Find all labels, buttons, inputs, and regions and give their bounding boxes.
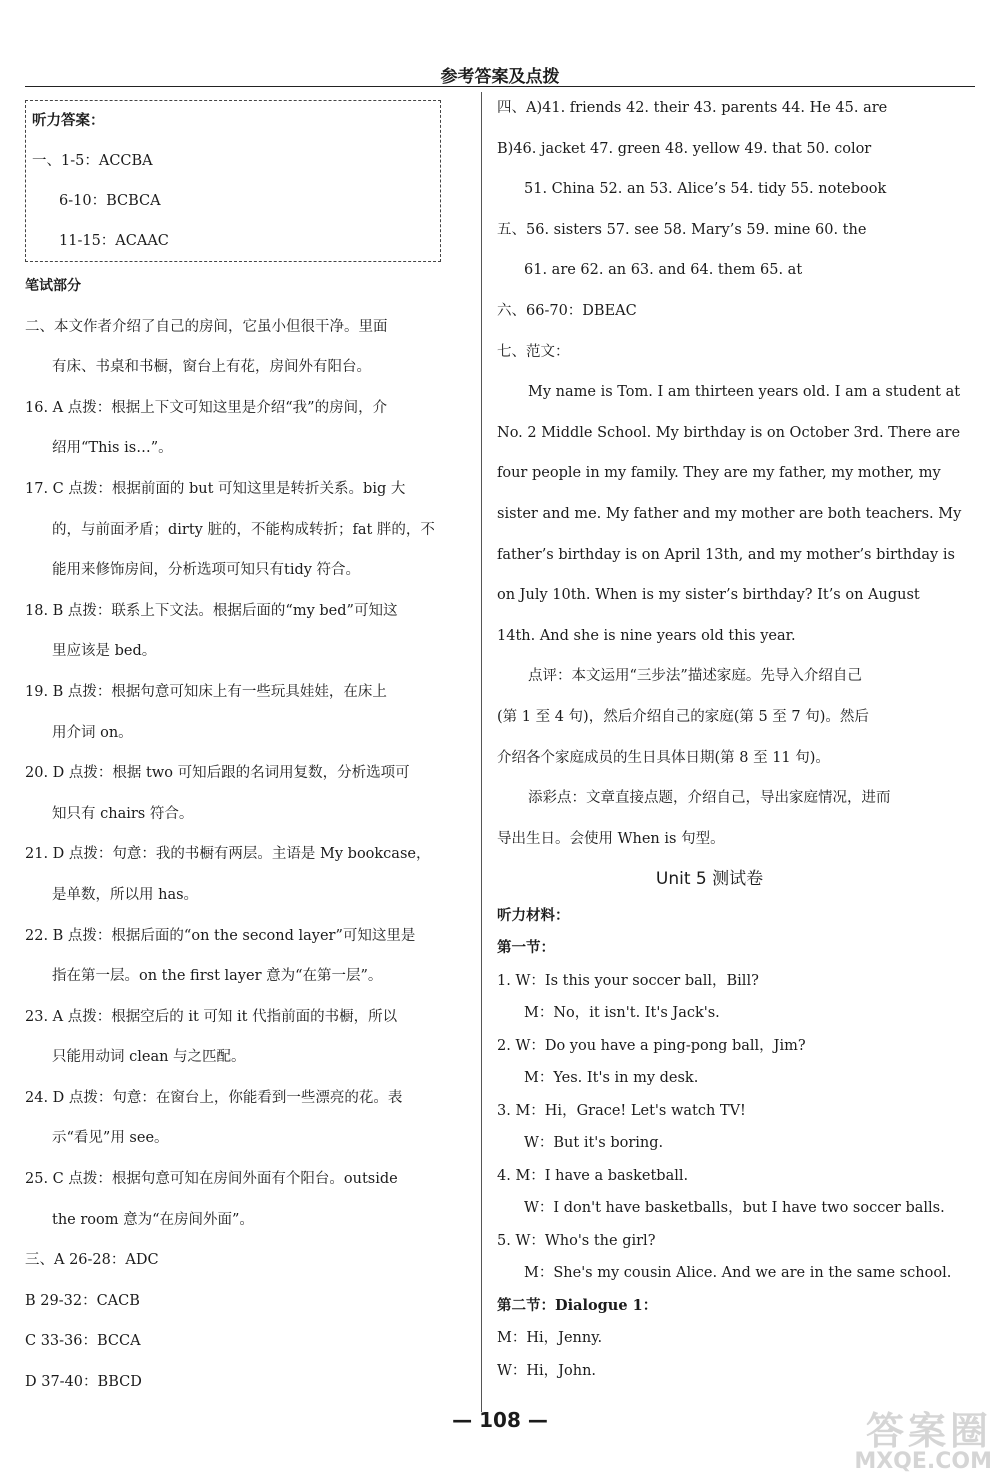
- part3-line: 三、A 26-28：ADC: [25, 1252, 159, 1269]
- essay-line: My name is Tom. I am thirteen years old. I am a student at: [528, 384, 961, 401]
- written-heading: 笔试部分: [25, 278, 81, 294]
- essay-line: 14th. And she is nine years old this year.: [497, 627, 796, 644]
- essay-line: No. 2 Middle School. My birthday is on October 3rd. There are: [497, 424, 961, 441]
- item-17: 17. C 点拨：根据前面的 but 可知这里是转折关系。big 大: [25, 480, 406, 497]
- dialogue-line: M：No，it isn't. It's Jack's.: [524, 1005, 720, 1022]
- part4-line: B)46. jacket 47. green 48. yellow 49. that 50. color: [497, 140, 872, 157]
- item-18: 18. B 点拨：联系上下文法。根据后面的“my bed”可知这: [25, 602, 398, 619]
- dialogue-line: W：I don't have basketballs，but I have two soccer balls.: [524, 1200, 945, 1217]
- part3-line: B 29-32：CACB: [25, 1292, 140, 1309]
- part4-line: 51. China 52. an 53. Alice’s 54. tidy 55. notebook: [524, 181, 887, 198]
- highlight-line: 导出生日。会使用 When is 句型。: [497, 830, 725, 847]
- listening-line: 6-10：BCBCA: [59, 193, 161, 209]
- dialogue-line: 4. M：I have a basketball.: [497, 1167, 689, 1184]
- item-21: 21. D 点拨：句意：我的书橱有两层。主语是 My bookcase，: [25, 846, 431, 863]
- item-19-cont: 用介词 on。: [52, 724, 133, 741]
- comment-line: 介绍各个家庭成员的生日具体日期(第 8 至 11 句)。: [497, 749, 830, 766]
- watermark-top: 答案圈: [865, 1409, 992, 1453]
- unit-title: Unit 5 测试卷: [655, 869, 764, 890]
- page-number: — 108 —: [452, 1408, 548, 1432]
- item-17-cont: 能用来修饰房间，分析选项可知只有tidy 符合。: [52, 562, 361, 579]
- part6-line: 六、66-70：DBEAC: [497, 302, 637, 319]
- dialogue-line: 3. M：Hi，Grace! Let's watch TV!: [497, 1102, 746, 1119]
- listening-line: 11-15：ACAAC: [59, 233, 169, 249]
- part3-line: C 33-36：BCCA: [25, 1333, 141, 1350]
- page-header: [25, 58, 975, 88]
- item-20-cont: 知只有 chairs 符合。: [52, 805, 194, 822]
- part3-line: D 37-40：BBCD: [25, 1374, 142, 1391]
- section2-heading: 第二节：Dialogue 1：: [497, 1296, 658, 1314]
- item-21-cont: 是单数，所以用 has。: [52, 886, 199, 903]
- essay-line: father’s birthday is on April 13th, and my mother’s birthday is: [497, 546, 955, 563]
- part5-line: 61. are 62. an 63. and 64. them 65. at: [524, 262, 803, 279]
- listening-line: 一、1-5：ACCBA: [32, 153, 153, 169]
- item-25-cont: the room 意为“在房间外面”。: [52, 1211, 254, 1228]
- dialogue1-line: W：Hi，John.: [497, 1362, 597, 1379]
- dialogue-line: W：But it's boring.: [524, 1135, 664, 1152]
- column-divider: [481, 92, 482, 1412]
- listening-answer-box: [25, 100, 441, 262]
- item-19: 19. B 点拨：根据句意可知床上有一些玩具娃娃，在床上: [25, 683, 387, 700]
- essay-line: on July 10th. When is my sister’s birthday? It’s on August: [497, 587, 920, 604]
- comment-line: 点评：本文运用“三步法”描述家庭。先导入介绍自己: [528, 668, 862, 685]
- dialogue-line: M：Yes. It's in my desk.: [524, 1070, 699, 1087]
- material-heading: 听力材料：: [497, 906, 570, 924]
- item-20: 20. D 点拨：根据 two 可知后跟的名词用复数，分析选项可: [25, 765, 410, 782]
- item-17-cont: 的，与前面矛盾；dirty 脏的，不能构成转折；fat 胖的，不: [52, 521, 435, 538]
- header-title: 参考答案及点拨: [440, 67, 560, 87]
- item-23: 23. A 点拨：根据空后的 it 可知 it 代指前面的书橱，所以: [25, 1008, 398, 1025]
- watermark-bottom: MXQE.COM: [854, 1449, 992, 1474]
- dialogue-line: M：She's my cousin Alice. And we are in the same school.: [524, 1265, 952, 1282]
- item-16-cont: 绍用“This is…”。: [52, 440, 173, 457]
- comment-line: (第 1 至 4 句)，然后介绍自己的家庭(第 5 至 7 句)。然后: [497, 708, 869, 725]
- dialogue-line: 2. W：Do you have a ping-pong ball，Jim?: [497, 1037, 806, 1054]
- item-18-cont: 里应该是 bed。: [52, 643, 157, 660]
- part5-line: 五、56. sisters 57. see 58. Mary’s 59. mine 60. the: [497, 221, 867, 238]
- item-16: 16. A 点拨：根据上下文可知这里是介绍“我”的房间，介: [25, 399, 388, 416]
- part2-line: 有床、书桌和书橱，窗台上有花，房间外有阳台。: [52, 359, 371, 376]
- listening-heading: 听力答案：: [32, 112, 105, 129]
- highlight-line: 添彩点：文章直接点题，介绍自己，导出家庭情况，进而: [528, 790, 891, 807]
- dialogue-line: 1. W：Is this your soccer ball，Bill?: [497, 972, 759, 989]
- section1-heading: 第一节：: [497, 939, 555, 957]
- dialogue-line: 5. W：Who's the girl?: [497, 1232, 656, 1249]
- item-22-cont: 指在第一层。on the first layer 意为“在第一层”。: [52, 968, 383, 985]
- watermark-logo: [742, 1400, 992, 1474]
- part2-line: 二、本文作者介绍了自己的房间，它虽小但很干净。里面: [25, 318, 388, 335]
- item-24-cont: 示“看见”用 see。: [52, 1130, 169, 1147]
- right-column: [497, 88, 962, 1387]
- essay-line: four people in my family. They are my father, my mother, my: [497, 465, 941, 482]
- item-24: 24. D 点拨：句意：在窗台上，你能看到一些漂亮的花。表: [25, 1089, 403, 1106]
- header-rule: [25, 86, 975, 87]
- essay-line: sister and me. My father and my mother are both teachers. My: [497, 505, 962, 522]
- item-22: 22. B 点拨：根据后面的“on the second layer”可知这里是: [25, 927, 416, 944]
- dialogue1-line: M：Hi，Jenny.: [497, 1330, 603, 1347]
- item-25: 25. C 点拨：根据句意可知在房间外面有个阳台。outside: [25, 1171, 398, 1188]
- left-column: [25, 100, 450, 1403]
- part4-line: 四、A)41. friends 42. their 43. parents 44. He 45. are: [497, 100, 888, 116]
- item-23-cont: 只能用动词 clean 与之匹配。: [52, 1049, 246, 1066]
- part7-heading: 七、范文：: [497, 343, 570, 360]
